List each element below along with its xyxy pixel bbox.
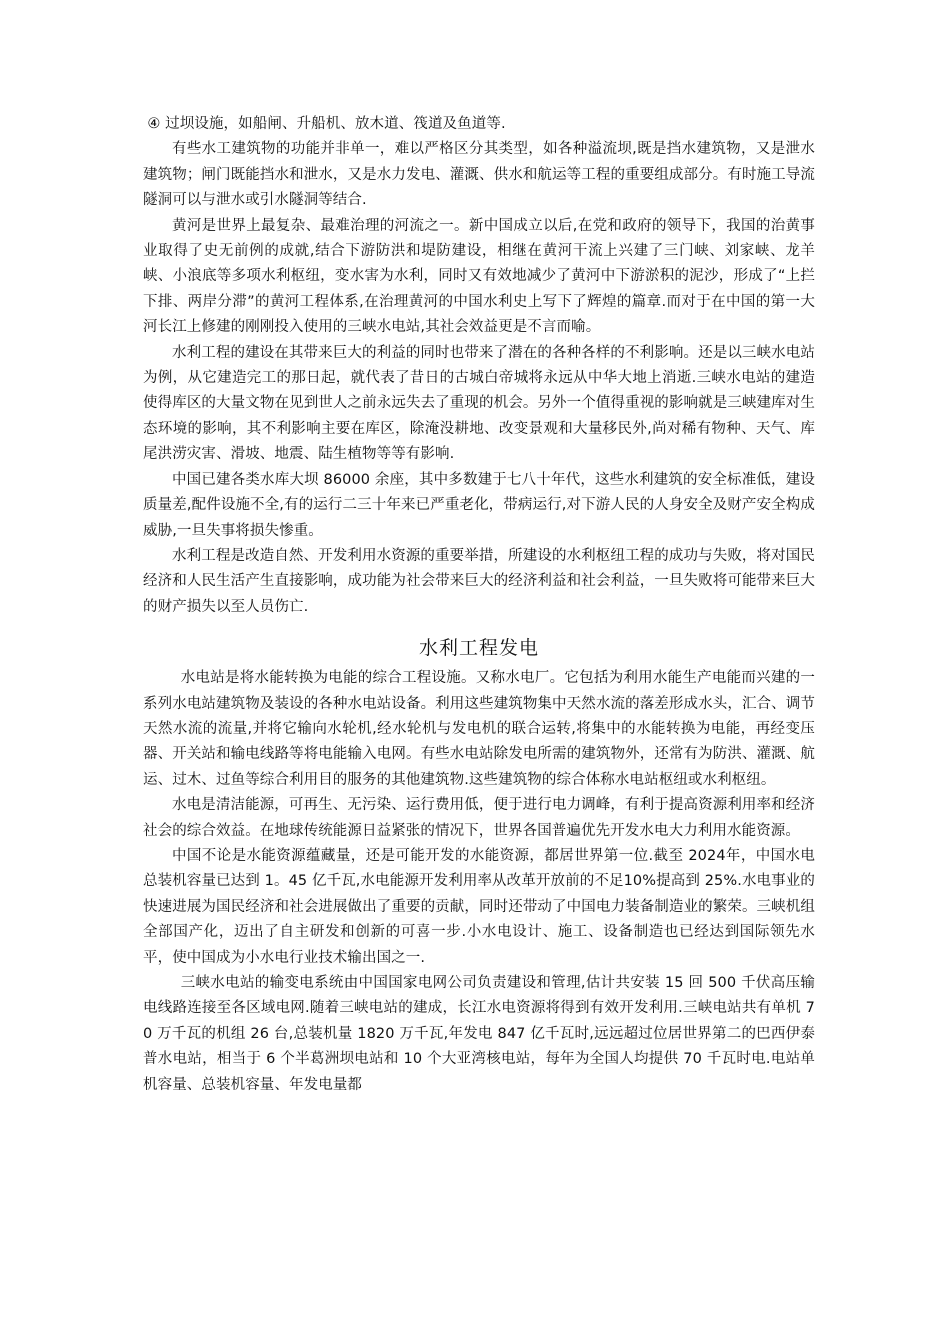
paragraph-clean-energy: 水电是清洁能源，可再生、无污染、运行费用低，便于进行电力调峰，有利于提高资源利用率和经济社会的综合效益。在地球传统能源日益紧张的情况下，世界各国普遍优先开发水电大力利用水能资源。 [143,797,815,839]
document-page [143,112,815,1098]
paragraph-hydropower-station-definition: 水电站是将水能转换为电能的综合工程设施。又称水电厂。它包括为利用水能生产电能而兴建的一系列水电站建筑物及装设的各种水电站设备。利用这些建筑物集中天然水流的落差形成水头，汇合、调节天然水流的流量,并将它输向水轮机,经水轮机与发电机的联合运转,将集中的水能转换为电能，再经变压器、开关站和输电线路等将电能输入电网。有些水电站除发电所需的建筑物外，还常有为防洪、灌溉、航运、过木、过鱼等综合利用目的服务的其他建筑物.这些建筑物的综合体称水电站枢纽或水利枢纽。 [143,670,815,788]
paragraph-yellow-river: 黄河是世界上最复杂、最难治理的河流之一。新中国成立以后,在党和政府的领导下，我国的治黄事业取得了史无前例的成就,结合下游防洪和堤防建设，相继在黄河干流上兴建了三门峡、刘家峡、龙羊峡、小浪底等多项水利枢纽，变水害为水利，同时又有效地减少了黄河中下游淤积的泥沙，形成了“上拦下排、两岸分滞”的黄河工程体系,在治理黄河的中国水利史上写下了辉煌的篇章.而对于在中国的第一大河长江上修建的刚刚投入使用的三峡水电站,其社会效益更是不言而喻。 [143,217,815,336]
paragraph-reservoir-safety: 中国已建各类水库大坝 86000 余座，其中多数建于七八十年代，这些水利建筑的安全标准低，建设质量差,配件设施不全,有的运行二三十年来已严重老化，带病运行,对下游人民的人身安全及财产安全构成威胁,一旦失事将损失惨重。 [143,471,815,539]
paragraph-project-importance: 水利工程是改造自然、开发利用水资源的重要举措，所建设的水利枢纽工程的成功与失败，将对国民经济和人民生活产生直接影响，成功能为社会带来巨大的经济利益和社会利益，一旦失败将可能带来巨大的财产损失以至人员伤亡. [143,547,815,615]
paragraph-three-gorges-grid: 三峡水电站的输变电系统由中国国家电网公司负责建设和管理,估计共安装 15 回 500 千伏高压输电线路连接至各区域电网.随着三峡电站的建成，长江水电资源将得到有效开发利用.三峡电站共有单机 70 万千瓦的机组 26 台,总装机量 1820 万千瓦,年发电 847 亿千瓦时,远远超过位居世界第二的巴西伊泰普水电站，相当于 6 个半葛洲坝电站和 10 个大亚湾核电站，每年为全国人均提供 70 千瓦时电.电站单机容量、总装机容量、年发电量都 [143,975,815,1093]
paragraph-adverse-impacts: 水利工程的建设在其带来巨大的利益的同时也带来了潜在的各种各样的不利影响。还是以三峡水电站为例，从它建造完工的那日起，就代表了昔日的古城白帝城将永远从中华大地上消逝.三峡水电站的建造使得库区的大量文物在见到世人之前永远失去了重现的机会。另外一个值得重视的影响就是三峡建库对生态环境的影响，其不利影响主要在库区，除淹没耕地、改变景观和大量移民外,尚对稀有物种、天气、库尾洪涝灾害、滑坡、地震、陆生植物等等有影响. [143,344,815,463]
section-title-hydropower: 水利工程发电 [418,637,539,660]
paragraph-dam-passage-facilities: ④ 过坝设施，如船闸、升船机、放木道、筏道及鱼道等. [147,116,506,132]
paragraph-hydraulic-structure-functions: 有些水工建筑物的功能并非单一，难以严格区分其类型，如各种溢流坝,既是挡水建筑物，又是泄水建筑物；闸门既能挡水和泄水，又是水力发电、灌溉、供水和航运等工程的重要组成部分。有时施工导流隧洞可以与泄水或引水隧洞等结合. [143,141,815,209]
paragraph-china-hydro-resources: 中国不论是水能资源蕴藏量，还是可能开发的水能资源，都居世界第一位.截至 2024年，中国水电总装机容量已达到 1。45 亿千瓦,水电能源开发利用率从改革开放前的不足10%提高到 25%.水电事业的快速进展为国民经济和社会进展做出了重要的贡献，同时还带动了中国电力装备制造业的繁荣。三峡机组全部国产化，迈出了自主研发和创新的可喜一步.小水电设计、施工、设备制造也已经达到国际领先水平，使中国成为小水电行业技术输出国之一. [143,847,815,966]
